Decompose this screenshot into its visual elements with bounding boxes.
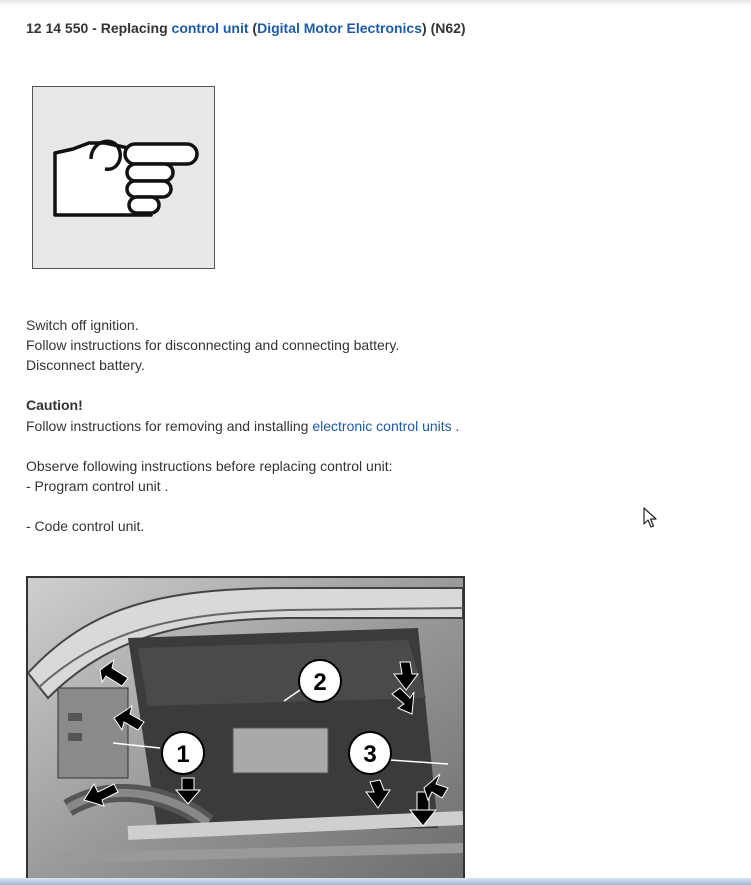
hint-box — [32, 86, 215, 269]
top-shadow-bar — [0, 0, 751, 6]
control-unit-link[interactable]: control unit — [171, 20, 249, 36]
observe-item-program: - Program control unit . — [26, 478, 169, 494]
page-title — [26, 20, 466, 36]
step-line-3: Disconnect battery. — [26, 357, 145, 373]
step-line-1: Switch off ignition. — [26, 317, 139, 333]
observe-item-code: - Code control unit. — [26, 518, 145, 534]
callout-1: 1 — [176, 741, 190, 768]
pointing-hand-icon — [33, 87, 216, 270]
title-mid-2: ) (N62) — [422, 20, 466, 36]
dme-link[interactable]: Digital Motor Electronics — [257, 20, 423, 36]
mouse-cursor-icon — [643, 507, 657, 529]
bottom-scrollbar-strip — [0, 878, 751, 885]
callout-3: 3 — [363, 741, 377, 768]
caution-text — [26, 416, 459, 436]
title-mid-1: ( — [248, 20, 258, 36]
step-line-2: Follow instructions for disconnecting and connecting battery. — [26, 337, 400, 353]
figure-illustration — [28, 578, 463, 883]
caution-heading: Caution! — [26, 397, 83, 413]
engine-bay-figure — [26, 576, 465, 885]
callout-2: 2 — [313, 669, 327, 696]
caution-suffix: . — [451, 418, 460, 434]
electronic-control-units-link[interactable]: electronic control units — [312, 418, 452, 434]
observe-intro: Observe following instructions before replacing control unit: — [26, 458, 393, 474]
caution-prefix: Follow instructions for removing and installing — [26, 418, 313, 434]
title-prefix: 12 14 550 - Replacing — [26, 20, 172, 36]
